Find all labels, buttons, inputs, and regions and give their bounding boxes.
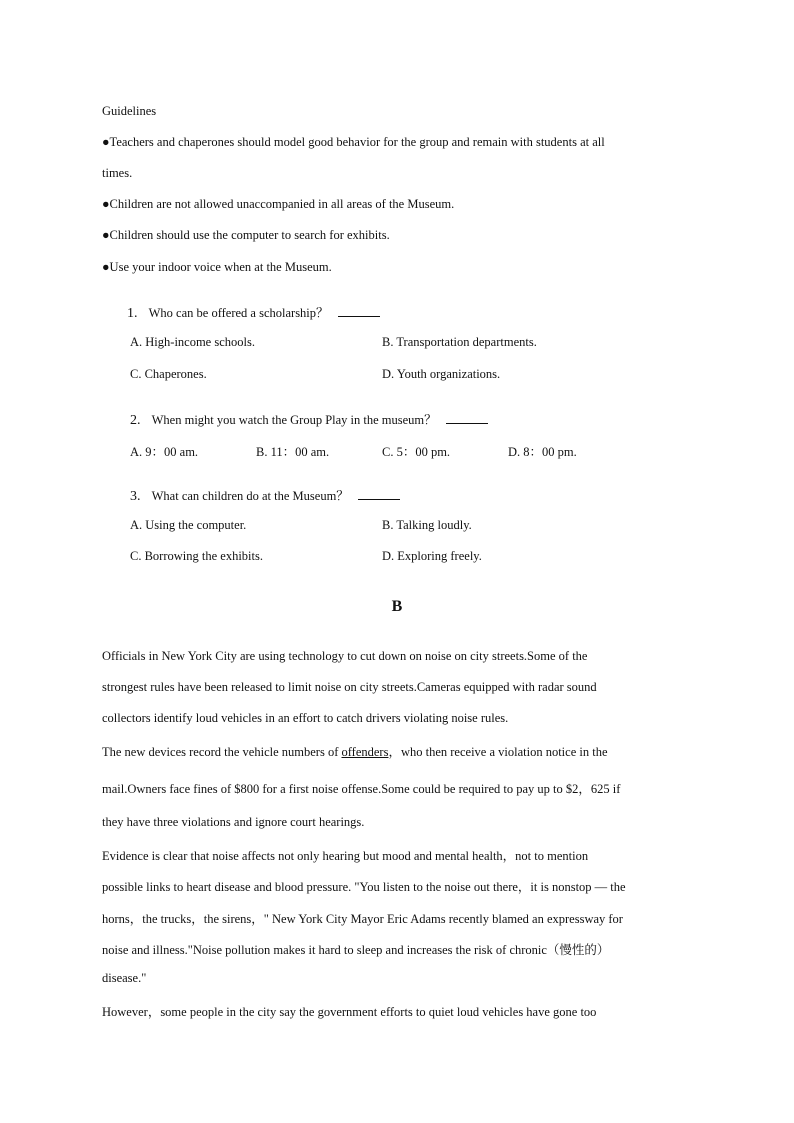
- passage-line: horns，the trucks，the sirens，" New York City Mayor Eric Adams recently blamed an expressway for: [102, 912, 623, 926]
- question-1: [127, 303, 380, 322]
- passage-line: However，some people in the city say the government efforts to quiet loud vehicles have gone too: [102, 1005, 597, 1019]
- guidelines-title: Guidelines: [102, 104, 157, 118]
- passage-line: possible links to heart disease and blood pressure. "You listen to the noise out there，it is nonstop — the: [102, 880, 626, 894]
- passage-line: [102, 742, 608, 760]
- option-a[interactable]: A. Using the computer.: [130, 518, 247, 532]
- question-text: What can children do at the Museum？: [151, 489, 349, 503]
- passage-line: strongest rules have been released to limit noise on city streets.Cameras equipped with radar sound: [102, 680, 597, 694]
- option-d[interactable]: D. 8：00 pm.: [508, 445, 577, 459]
- option-a[interactable]: A. High-income schools.: [130, 335, 255, 349]
- guideline-item: ●Teachers and chaperones should model good behavior for the group and remain with students at all: [102, 135, 605, 149]
- passage-line: disease.": [102, 971, 147, 985]
- section-b-title: B: [391, 598, 403, 615]
- underlined-word: offenders: [341, 745, 389, 759]
- passage-text: The new devices record the vehicle numbers of: [102, 745, 342, 759]
- guideline-item: times.: [102, 166, 133, 180]
- option-b[interactable]: B. Transportation departments.: [382, 335, 537, 349]
- question-number: 3.: [130, 489, 141, 504]
- guideline-item: ●Children should use the computer to search for exhibits.: [102, 228, 390, 242]
- option-c[interactable]: C. Borrowing the exhibits.: [130, 549, 263, 563]
- answer-blank[interactable]: [358, 488, 400, 500]
- option-d[interactable]: D. Exploring freely.: [382, 549, 482, 563]
- option-c[interactable]: C. Chaperones.: [130, 367, 207, 381]
- passage-line: Evidence is clear that noise affects not only hearing but mood and mental health，not to mention: [102, 849, 589, 863]
- passage-line: noise and illness."Noise pollution makes it hard to sleep and increases the risk of chronic（慢性的）: [102, 943, 610, 957]
- option-a[interactable]: A. 9：00 am.: [130, 445, 199, 459]
- passage-line: Officials in New York City are using technology to cut down on noise on city streets.Some of the: [102, 649, 588, 663]
- question-3: [130, 486, 400, 505]
- question-text: Who can be offered a scholarship？: [148, 306, 329, 320]
- answer-blank[interactable]: [446, 412, 488, 424]
- guideline-item: ●Use your indoor voice when at the Museum.: [102, 260, 332, 274]
- option-c[interactable]: C. 5：00 pm.: [382, 445, 451, 459]
- option-d[interactable]: D. Youth organizations.: [382, 367, 501, 381]
- question-number: 2.: [130, 413, 141, 428]
- passage-line: they have three violations and ignore court hearings.: [102, 815, 365, 829]
- passage-line: mail.Owners face fines of $800 for a first noise offense.Some could be required to pay up to $2，625 if: [102, 782, 621, 796]
- option-b[interactable]: B. Talking loudly.: [382, 518, 472, 532]
- question-2: [130, 410, 488, 429]
- passage-text: ，who then receive a violation notice in the: [388, 745, 608, 759]
- question-text: When might you watch the Group Play in the museum？: [151, 413, 437, 427]
- option-b[interactable]: B. 11：00 am.: [256, 445, 330, 459]
- answer-blank[interactable]: [338, 305, 380, 317]
- passage-line: collectors identify loud vehicles in an effort to catch drivers violating noise rules.: [102, 711, 509, 725]
- question-number: 1.: [127, 306, 138, 321]
- guideline-item: ●Children are not allowed unaccompanied in all areas of the Museum.: [102, 197, 455, 211]
